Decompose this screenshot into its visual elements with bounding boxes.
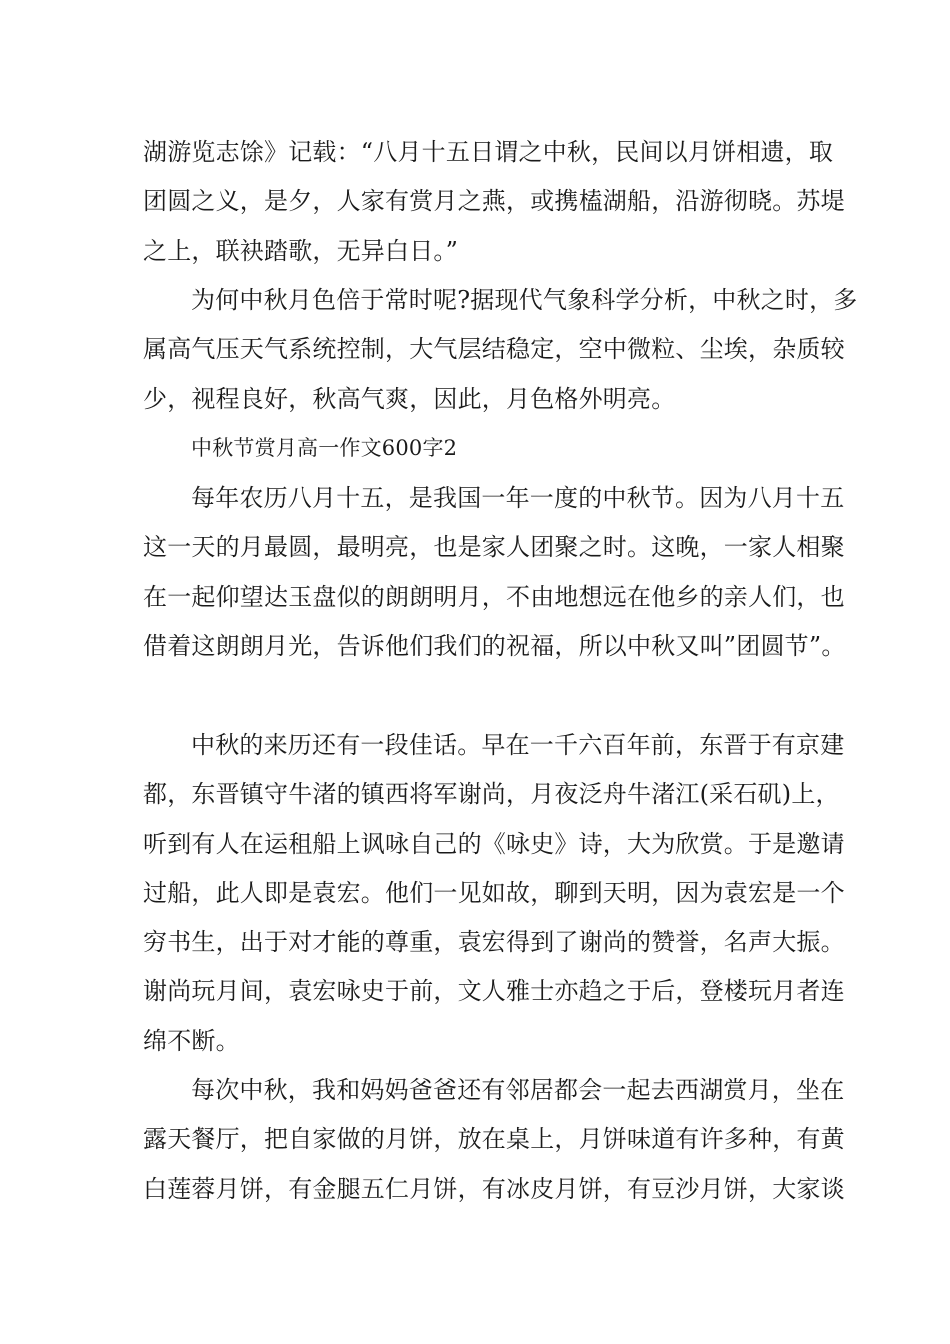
paragraph-line: 每次中秋，我和妈妈爸爸还有邻居都会一起去西湖赏月，坐在 xyxy=(191,1076,845,1104)
paragraph-line: 穷书生，出于对才能的尊重，袁宏得到了谢尚的赞誉，名声大振。 xyxy=(143,928,845,957)
paragraph-line: 绵不断。 xyxy=(143,1026,240,1055)
paragraph-line: 白莲蓉月饼，有金腿五仁月饼，有冰皮月饼，有豆沙月饼，大家谈 xyxy=(143,1174,845,1203)
paragraph-line: 湖游览志馀》记载：“八月十五日谓之中秋，民间以月饼相遗，取 xyxy=(143,138,834,166)
paragraph-line: 少，视程良好，秋高气爽，因此，月色格外明亮。 xyxy=(143,384,676,413)
paragraph-line: 团圆之义，是夕，人家有赏月之燕，或携榼湖船，沿游彻晓。苏堤 xyxy=(143,187,845,216)
paragraph-line: 每年农历八月十五，是我国一年一度的中秋节。因为八月十五 xyxy=(191,484,845,512)
paragraph-4 xyxy=(143,721,845,1066)
paragraph-1 xyxy=(143,128,845,276)
paragraph-line: 属高气压天气系统控制，大气层结稳定，空中微粒、尘埃，杂质较 xyxy=(143,335,845,364)
paragraph-line: 过船，此人即是袁宏。他们一见如故，聊到天明，因为袁宏是一个 xyxy=(143,878,845,907)
section-heading xyxy=(143,424,833,473)
paragraph-line: 谢尚玩月间，袁宏咏史于前，文人雅士亦趋之于后，登楼玩月者连 xyxy=(143,977,845,1006)
paragraph-line: 在一起仰望达玉盘似的朗朗明月，不由地想远在他乡的亲人们，也 xyxy=(143,582,845,611)
paragraph-3 xyxy=(143,474,846,671)
paragraph-5 xyxy=(143,1066,845,1214)
paragraph-line: 中秋的来历还有一段佳话。早在一千六百年前，东晋于有京建 xyxy=(191,731,845,759)
section-heading-text: 中秋节赏月高一作文600字2 xyxy=(191,436,458,460)
paragraph-line: 为何中秋月色倍于常时呢?据现代气象科学分析，中秋之时，多 xyxy=(191,286,858,314)
paragraph-line: 露天餐厅，把自家做的月饼，放在桌上，月饼味道有许多种，有黄 xyxy=(143,1125,845,1154)
paragraph-line: 之上，联袂踏歌，无异白日。” xyxy=(143,236,459,265)
paragraph-2 xyxy=(143,276,858,424)
paragraph-line: 都，东晋镇守牛渚的镇西将军谢尚，月夜泛舟牛渚江(采石矶)上， xyxy=(143,780,840,809)
paragraph-line: 听到有人在运租船上讽咏自己的《咏史》诗，大为欣赏。于是邀请 xyxy=(143,829,845,858)
paragraph-line: 这一天的月最圆，最明亮，也是家人团聚之时。这晚，一家人相聚 xyxy=(143,533,845,562)
paragraph-line: 借着这朗朗月光，告诉他们我们的祝福，所以中秋又叫”团圆节”。 xyxy=(143,631,846,660)
